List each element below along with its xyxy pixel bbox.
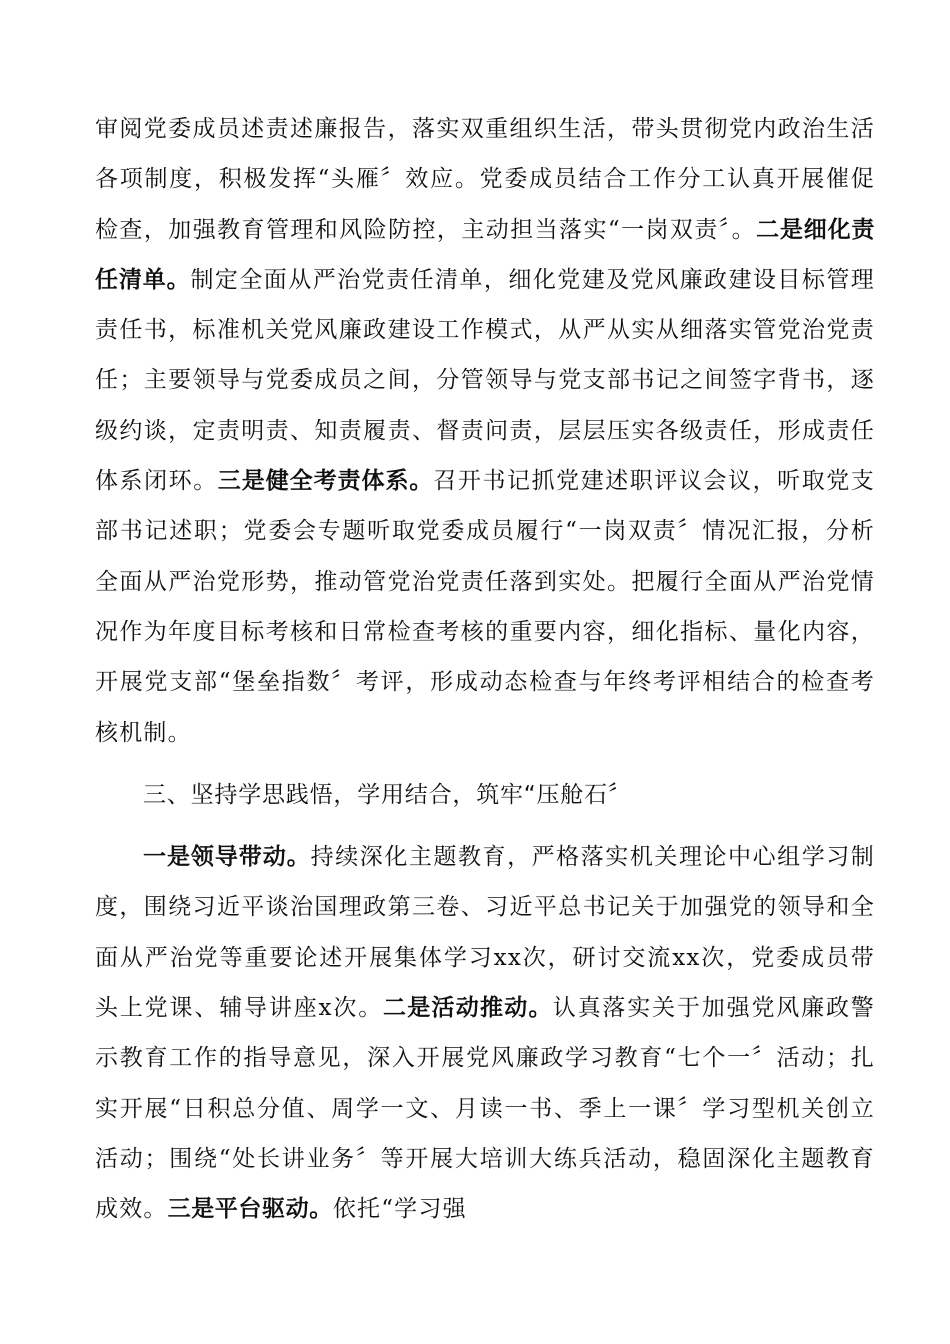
lead-phrase: 二是细化责任清单。	[95, 216, 876, 293]
section-heading: 三、坚持学思践悟，学用结合，筑牢“压舱石〞	[143, 781, 632, 808]
lead-phrase: 三是平台驱动。	[167, 1196, 333, 1223]
lead-phrase: 二是活动推动。	[383, 995, 553, 1022]
paragraph-text: 审阅党委成员述责述廉报告，落实双重组织生活，带头贯彻党内政治生活各项制度，积极发挥“头雁〞效应。党委成员结合工作分工认真开展催促检查，加强教育管理和风险防控，主动担当落实“一岗双责〞。	[95, 116, 875, 243]
paragraph-text: 依托“学习强	[332, 1196, 467, 1223]
paragraph-text: 持续深化主题教育，严格落实机关理论中心组学习制度，围绕习近平谈治国理政第三卷、习近平总书记关于加强党的领导和全面从严治党等重要论述开展集体学习xx次，研讨交流xx次，党委成员带头上党课、辅导讲座x次。	[95, 844, 876, 1022]
paragraph-text: 制定全面从严治党责任清单，细化党建及党风廉政建设目标管理责任书，标准机关党风廉政建设工作模式，从严从实从细落实管党治党责任；主要领导与党委成员之间，分管领导与党支部书记之间签字背书，逐级约谈，定责明责、知责履责、督责问责，层层压实各级责任，形成责任体系闭环。	[95, 266, 875, 495]
paragraph-responsibility	[95, 104, 875, 758]
lead-phrase: 一是领导带动。	[143, 844, 311, 871]
lead-phrase: 三是健全考责体系。	[217, 468, 434, 495]
document-page	[95, 104, 875, 1235]
paragraph-text: 召开书记抓党建述职评议会议，听取党支部书记述职；党委会专题听取党委成员履行“一岗双责〞情况汇报，分析全面从严治党形势，推动管党治党责任落到实处。把履行全面从严治党情况作为年度目标考核和日常检查考核的重要内容，细化指标、量化内容，开展党支部“堡垒指数〞考评，形成动态检查与年终考评相结合的检查考核机制。	[95, 468, 875, 746]
paragraph-study	[95, 832, 875, 1234]
paragraph-text: 认真落实关于加强党风廉政警示教育工作的指导意见，深入开展党风廉政学习教育“七个一〞活动；扎实开展“日积总分值、周学一文、月读一书、季上一课〞学习型机关创立活动；围绕“处长讲业务〞等开展大培训大练兵活动，稳固深化主题教育成效。	[95, 995, 876, 1223]
